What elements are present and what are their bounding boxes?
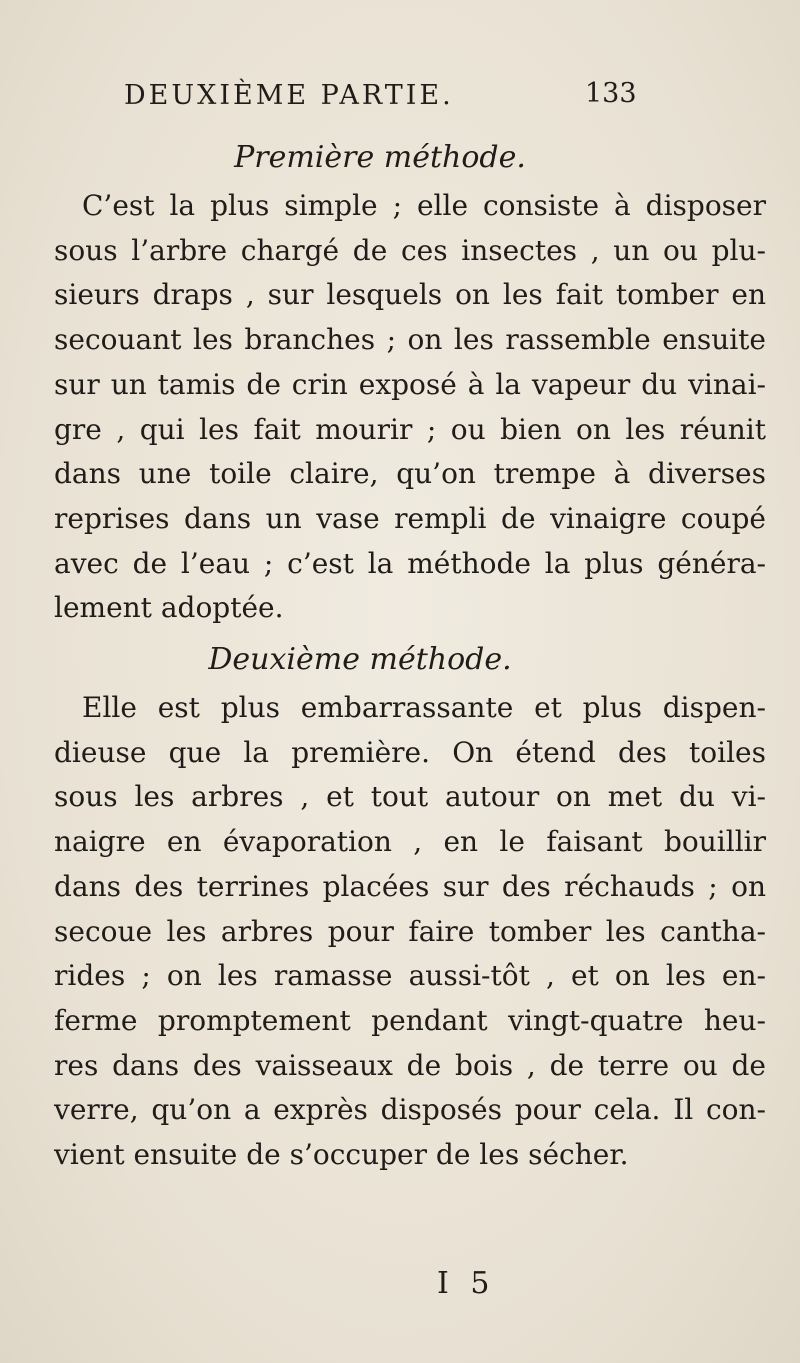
text-line: secouant les branches ; on les rassemble ensuite	[54, 323, 766, 357]
text-line: reprises dans un vase rempli de vinaigre coupé	[54, 501, 766, 535]
page-number: 133	[585, 78, 637, 109]
paragraph-deuxieme-methode	[54, 686, 766, 1178]
text-line: sous l’arbre chargé de ces insectes , un ou plu-	[54, 233, 766, 267]
text-line: Elle est plus embarrassante et plus dispen-	[82, 691, 766, 724]
text-line: dans des terrines placées sur des réchauds ; on	[54, 869, 766, 903]
signature-mark: I 5	[437, 1266, 496, 1301]
section-heading-deuxieme-methode: Deuxième méthode.	[208, 642, 512, 677]
text-line: vient ensuite de s’occuper de les sécher.	[54, 1138, 629, 1172]
text-line: sieurs draps , sur lesquels on les fait tomber en	[54, 278, 766, 312]
text-line: dans une toile claire, qu’on trempe à diverses	[54, 457, 766, 491]
text-line: dieuse que la première. On étend des toiles	[54, 735, 766, 769]
text-line: avec de l’eau ; c’est la méthode la plus généra-	[54, 546, 766, 580]
section-heading-premiere-methode: Première méthode.	[234, 140, 526, 175]
text-line: ferme promptement pendant vingt-quatre heu-	[54, 1003, 766, 1037]
text-line: gre , qui les fait mourir ; ou bien on les réunit	[54, 412, 766, 446]
text-line: naigre en évaporation , en le faisant bouillir	[54, 825, 766, 859]
text-line: res dans des vaisseaux de bois , de terre ou de	[54, 1048, 766, 1082]
text-line: rides ; on les ramasse aussi-tôt , et on les en-	[54, 959, 766, 993]
text-line: sur un tamis de crin exposé à la vapeur du vinai-	[54, 367, 766, 401]
text-line: sous les arbres , et tout autour on met du vi-	[54, 780, 766, 814]
text-line: lement adoptée.	[54, 591, 284, 625]
paragraph-premiere-methode	[54, 184, 766, 631]
text-line: verre, qu’on a exprès disposés pour cela. Il con-	[54, 1093, 766, 1127]
text-line: secoue les arbres pour faire tomber les cantha-	[54, 914, 766, 948]
text-line: C’est la plus simple ; elle consiste à disposer	[82, 189, 766, 222]
running-head: DEUXIÈME PARTIE.	[124, 80, 454, 111]
